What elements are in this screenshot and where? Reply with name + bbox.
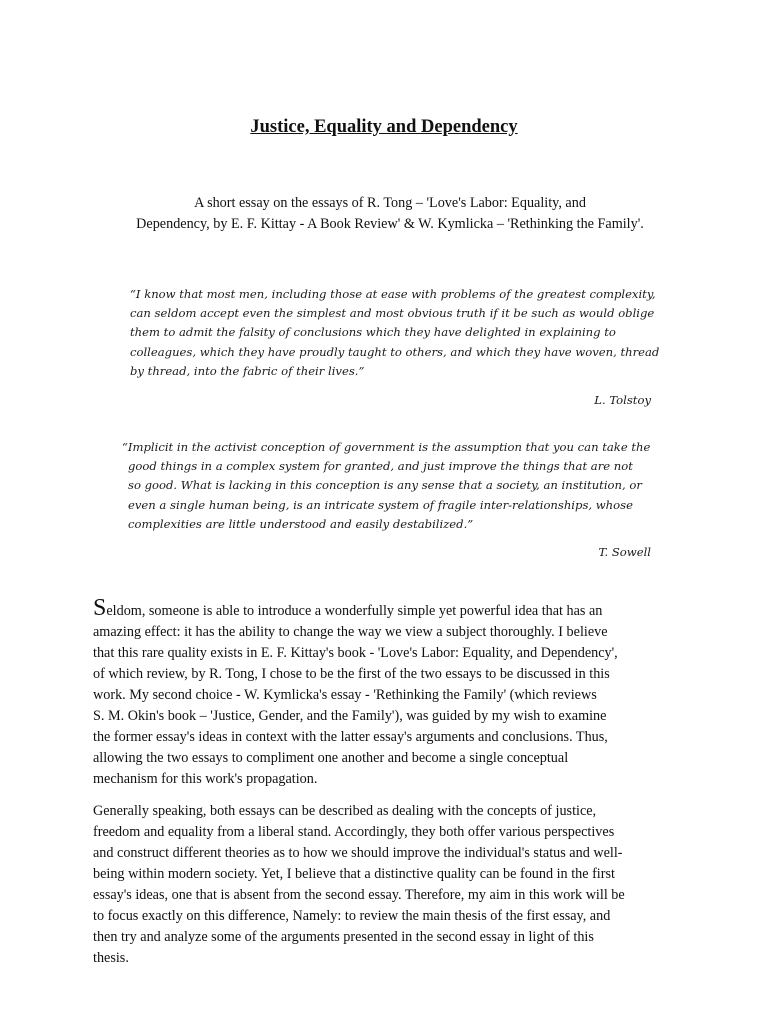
first-line-text: eldom, someone is able to introduce a wonderfully simple yet powerful idea that has an xyxy=(106,603,603,619)
paragraph-line: Generally speaking, both essays can be described as dealing with the concepts of justice, xyxy=(93,803,597,819)
paragraph-line: work. My second choice - W. Kymlicka's essay - 'Rethinking the Family' (which reviews xyxy=(93,687,597,703)
quote-line: “I know that most men, including those at ease with problems of the greatest complexity, xyxy=(130,287,656,301)
paragraph-line: to focus exactly on this difference, Namely: to review the main thesis of the first essay, and xyxy=(93,908,611,924)
paragraph-line: thesis. xyxy=(93,950,129,966)
quote-author-tolstoy: L. Tolstoy xyxy=(594,393,651,407)
quote-author-sowell: T. Sowell xyxy=(598,545,651,559)
subtitle-line: Dependency, by E. F. Kittay - A Book Review' & W. Kymlicka – 'Rethinking the Family'. xyxy=(136,216,644,232)
paragraph-line: allowing the two essays to compliment one another and become a single conceptual xyxy=(93,750,569,766)
paragraph-line: of which review, by R. Tong, I chose to be the first of the two essays to be discussed in this xyxy=(93,666,610,682)
epigraph-quote-tolstoy xyxy=(130,285,670,381)
quote-line: by thread, into the fabric of their lives.” xyxy=(130,363,365,378)
paragraph-line: the former essay's ideas in context with the latter essay's arguments and conclusions. Thus, xyxy=(93,729,608,745)
paragraph-first-line xyxy=(93,595,683,622)
quote-line: complexities are little understood and easily destabilized.” xyxy=(128,516,474,531)
paragraph-line: essay's ideas, one that is absent from the second essay. Therefore, my aim in this work will be xyxy=(93,887,625,903)
drop-cap: S xyxy=(93,595,107,621)
paragraph-line: that this rare quality exists in E. F. Kittay's book - 'Love's Labor: Equality, and Dependency', xyxy=(93,645,618,661)
subtitle-line: A short essay on the essays of R. Tong – 'Love's Labor: Equality, and xyxy=(194,195,586,211)
paragraph-line: and construct different theories as to how we should improve the individual's status and well- xyxy=(93,845,623,861)
quote-line: so good. What is lacking in this conception is any sense that a society, an institution, or xyxy=(128,478,642,493)
epigraph-quote-sowell xyxy=(122,438,670,534)
paragraph-line: freedom and equality from a liberal stand. Accordingly, they both offer various perspectives xyxy=(93,824,615,840)
paragraph-line: then try and analyze some of the arguments presented in the second essay in light of this xyxy=(93,929,594,945)
paragraph-line: S. M. Okin's book – 'Justice, Gender, and the Family'), was guided by my wish to examine xyxy=(93,708,607,724)
quote-line: them to admit the falsity of conclusions which they have delighted in explaining to xyxy=(130,325,616,340)
quote-line: “Implicit in the activist conception of government is the assumption that you can take the xyxy=(122,440,651,454)
paragraph-line: mechanism for this work's propagation. xyxy=(93,771,318,787)
quote-line: can seldom accept even the simplest and most obvious truth if it be such as would oblige xyxy=(130,306,655,321)
paragraph-line: amazing effect: it has the ability to change the way we view a subject thoroughly. I believe xyxy=(93,624,608,640)
document-subtitle xyxy=(100,193,680,235)
document-title: Justice, Equality and Dependency xyxy=(250,117,518,137)
paragraph-line: being within modern society. Yet, I believe that a distinctive quality can be found in the first xyxy=(93,866,615,882)
quote-line: colleagues, which they have proudly taught to others, and which they have woven, thread xyxy=(130,344,660,359)
quote-line: even a single human being, is an intricate system of fragile inter-relationships, whose xyxy=(128,497,633,512)
quote-line: good things in a complex system for granted, and just improve the things that are not xyxy=(128,459,633,474)
body-paragraph-2 xyxy=(93,801,683,969)
body-paragraph-1 xyxy=(93,595,683,790)
